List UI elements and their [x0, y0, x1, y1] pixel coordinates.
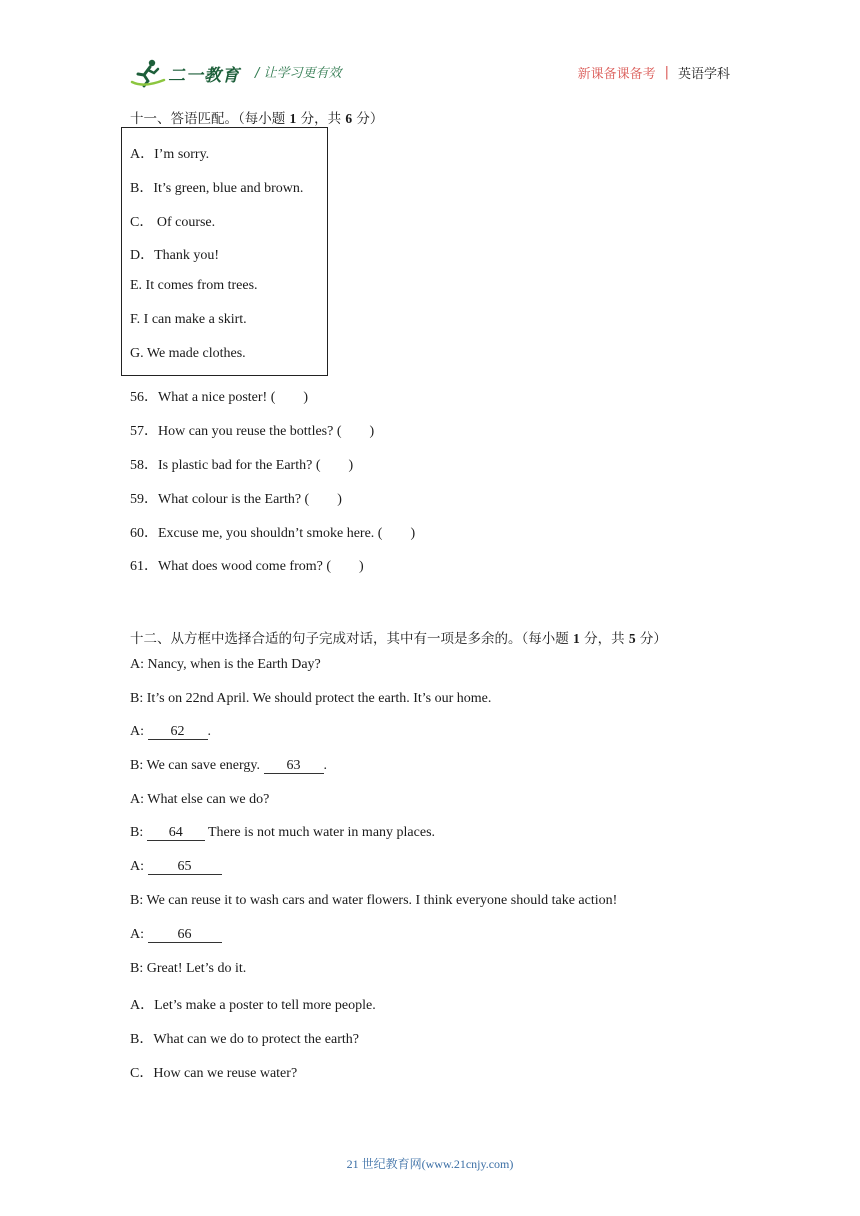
dialogue-line: B: Great! Let’s do it.	[130, 961, 247, 976]
dialogue-line: A: 65	[130, 859, 222, 875]
dialogue-line: B: We can reuse it to wash cars and water flowers. I think everyone should take action!	[130, 893, 618, 908]
header-slogan: / 让学习更有效	[255, 66, 342, 81]
question-61: 61．What does wood come from? ( )	[130, 559, 364, 574]
option-item: F. I can make a skirt.	[130, 312, 247, 327]
logo-text: 二一教育	[168, 65, 240, 86]
dialogue-line: B: 64 There is not much water in many places.	[130, 825, 436, 840]
blank-63[interactable]: 63	[264, 759, 324, 774]
option-item: A．I’m sorry.	[130, 147, 210, 162]
header-right	[578, 63, 730, 82]
brand-logo	[130, 58, 240, 88]
option-item: B．It’s green, blue and brown.	[130, 181, 304, 196]
blank-62[interactable]: 62	[148, 725, 208, 740]
dialogue-line: A: Nancy, when is the Earth Day?	[130, 657, 321, 672]
question-59: 59．What colour is the Earth? ( )	[130, 492, 342, 507]
dialogue-line: A: What else can we do?	[130, 792, 270, 807]
question-57: 57．How can you reuse the bottles? ( )	[130, 424, 375, 439]
choice-item: A．Let’s make a poster to tell more people.	[130, 998, 376, 1013]
question-56: 56．What a nice poster! ( )	[130, 390, 309, 405]
option-item: C． Of course.	[130, 215, 216, 230]
question-60: 60．Excuse me, you shouldn’t smoke here. ( )	[130, 526, 416, 541]
dialogue-line: A: 66	[130, 927, 222, 943]
header-subject: 英语学科	[677, 67, 730, 82]
dialogue-line: B: It’s on 22nd April. We should protect the earth. It’s our home.	[130, 691, 492, 706]
page-header	[130, 56, 730, 88]
blank-66[interactable]: 66	[148, 928, 222, 943]
page-footer: 21 世纪教育网(www.21cnjy.com)	[346, 1157, 514, 1171]
choice-item: C．How can we reuse water?	[130, 1066, 298, 1081]
blank-65[interactable]: 65	[148, 860, 222, 875]
blank-64[interactable]: 64	[147, 826, 205, 841]
section11-title: 十一、答语匹配。（每小题 1 分，共 6 分）	[130, 111, 384, 127]
option-item: E. It comes from trees.	[130, 278, 258, 293]
question-58: 58．Is plastic bad for the Earth? ( )	[130, 458, 354, 473]
dialogue-line: A: 62 .	[130, 724, 211, 739]
dialogue-line: B: We can save energy. 63 .	[130, 758, 328, 773]
header-tagline: 新课备课备考	[577, 67, 656, 82]
option-item: G. We made clothes.	[130, 346, 246, 361]
option-item: D．Thank you!	[130, 248, 220, 263]
runner-logo-icon	[130, 58, 166, 88]
choice-item: B．What can we do to protect the earth?	[130, 1032, 359, 1047]
section12-title: 十二、从方框中选择合适的句子完成对话，其中有一项是多余的。（每小题 1 分，共 5 分）	[130, 631, 667, 647]
header-separator: |	[664, 65, 669, 80]
